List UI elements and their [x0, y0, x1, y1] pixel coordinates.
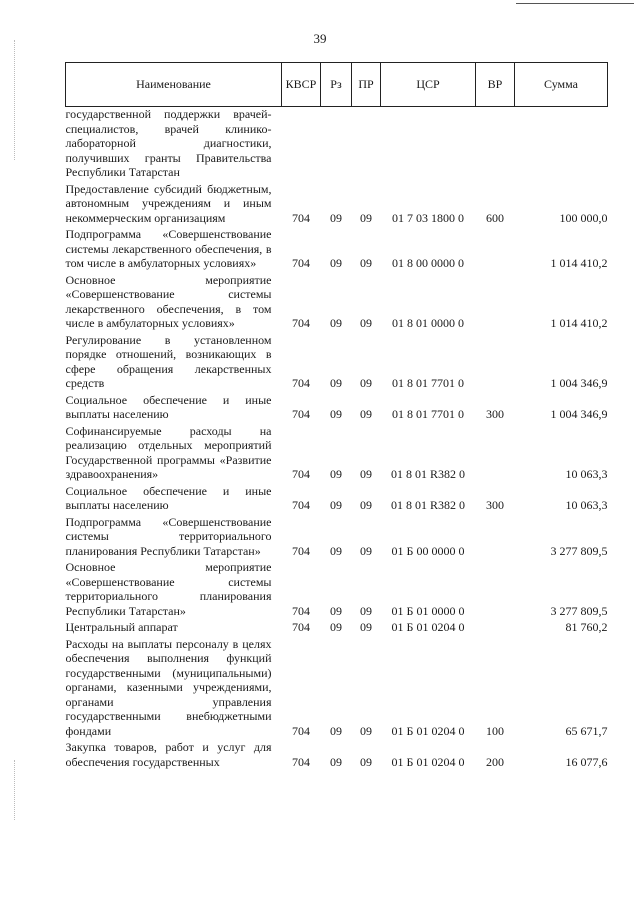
cell-kvsr: 704 [292, 498, 310, 512]
cell-csr: 01 8 01 R382 0 [390, 467, 465, 481]
cell-vr: 300 [486, 498, 504, 512]
cell-name: Основное мероприятие «Совершенствование системы лекарственного обеспечения, в том числе в амбулаторных условиях» [65, 272, 272, 330]
cell-kvsr: 704 [292, 256, 310, 270]
cell-kvsr: 704 [292, 467, 310, 481]
cell-csr: 01 8 00 0000 0 [392, 256, 464, 270]
margin-mark [14, 40, 16, 160]
table-row [66, 393, 608, 424]
cell-pr: 09 [360, 256, 372, 270]
cell-pr: 09 [360, 498, 372, 512]
col-header-sum: Сумма [515, 63, 608, 107]
cell-rz: 09 [330, 376, 342, 390]
cell-rz: 09 [330, 754, 342, 769]
cell-vr [476, 620, 515, 637]
margin-mark [14, 760, 16, 820]
cell-kvsr: 704 [292, 316, 310, 330]
table-row [66, 107, 608, 182]
table-row [66, 333, 608, 393]
cell-csr: 01 Б 00 0000 0 [391, 543, 465, 558]
cell-name: Регулирование в установленном порядке отношений, возникающих в сфере обращения лекарственных средств [65, 332, 272, 390]
cell-kvsr: 704 [292, 620, 310, 634]
page-number: 39 [313, 31, 327, 46]
table-row [66, 740, 608, 771]
cell-rz: 09 [330, 603, 342, 618]
cell-csr: 01 8 01 R382 0 [390, 498, 465, 512]
cell-kvsr: 704 [292, 543, 310, 558]
cell-vr: 200 [486, 754, 504, 769]
cell-rz [321, 107, 352, 182]
cell-csr: 01 8 01 0000 0 [392, 316, 464, 330]
cell-rz: 09 [330, 407, 342, 421]
cell-rz: 09 [330, 498, 342, 512]
cell-rz: 09 [330, 620, 342, 634]
cell-rz: 09 [330, 543, 342, 558]
cell-pr [352, 107, 381, 182]
cell-pr: 09 [360, 603, 372, 618]
col-header-name: Наименование [66, 63, 282, 107]
table-row [66, 273, 608, 333]
col-header-pr: ПР [352, 63, 381, 107]
cell-pr: 09 [360, 620, 372, 634]
cell-name: Подпрограмма «Совершенствование системы территориального планирования Республики Татарстан» [65, 514, 272, 558]
budget-table [65, 62, 608, 771]
col-header-kvsr: КВСР [282, 63, 321, 107]
cell-csr: 01 8 01 7701 0 [392, 407, 464, 421]
cell-csr: 01 7 03 1800 0 [392, 210, 464, 225]
cell-name: Закупка товаров, работ и услуг для обеспечения государственных [65, 740, 272, 769]
cell-kvsr: 704 [292, 603, 310, 618]
cell-kvsr: 704 [292, 723, 310, 738]
cell-vr [476, 560, 515, 620]
table-row [66, 515, 608, 561]
table-row [66, 560, 608, 620]
cell-vr: 300 [486, 407, 504, 421]
table-row [66, 424, 608, 484]
cell-sum: 1 004 346,9 [550, 376, 608, 390]
cell-name: Основное мероприятие «Совершенствование системы территориального планирования Республики Татарстан» [65, 560, 272, 618]
cell-rz: 09 [330, 723, 342, 738]
cell-csr: 01 Б 01 0204 0 [391, 620, 465, 634]
cell-vr [476, 424, 515, 484]
cell-name: Социальное обеспечение и иные выплаты населению [65, 392, 272, 421]
cell-sum: 3 277 809,5 [550, 543, 608, 558]
cell-vr [476, 227, 515, 273]
cell-pr: 09 [360, 754, 372, 769]
cell-name: Предоставление субсидий бюджетным, автономным учреждениям и иным некоммерческим организациям [65, 181, 272, 225]
cell-csr: 01 Б 01 0204 0 [391, 723, 465, 738]
cell-vr [476, 273, 515, 333]
cell-sum: 81 760,2 [565, 620, 608, 634]
cell-kvsr: 704 [292, 210, 310, 225]
cell-name: Софинансируемые расходы на реализацию отдельных мероприятий Государственной программы «Развитие здравоохранения» [65, 423, 272, 481]
cell-sum: 65 671,7 [565, 723, 608, 738]
cell-csr: 01 Б 01 0204 0 [391, 754, 465, 769]
cell-rz: 09 [330, 316, 342, 330]
cell-name: Расходы на выплаты персоналу в целях обеспечения выполнения функций государственными (муниципальными) органами, казенными учреждениями, органами управления государственными внебюджетными фондами [65, 636, 272, 738]
col-header-vr: ВР [476, 63, 515, 107]
cell-csr: 01 Б 01 0000 0 [391, 603, 465, 618]
cell-sum: 3 277 809,5 [550, 603, 608, 618]
cell-pr: 09 [360, 376, 372, 390]
cell-sum: 1 004 346,9 [550, 407, 608, 421]
cell-kvsr [282, 107, 321, 182]
table-row [66, 620, 608, 637]
cell-rz: 09 [330, 467, 342, 481]
cell-pr: 09 [360, 316, 372, 330]
cell-name: Центральный аппарат [65, 620, 178, 634]
cell-kvsr: 704 [292, 407, 310, 421]
cell-kvsr: 704 [292, 754, 310, 769]
table-row [66, 637, 608, 741]
cell-rz: 09 [330, 210, 342, 225]
cell-pr: 09 [360, 210, 372, 225]
cell-sum: 10 063,3 [565, 467, 608, 481]
col-header-csr: ЦСР [381, 63, 476, 107]
cell-pr: 09 [360, 543, 372, 558]
cell-name: государственной поддержки врачей-специалистов, врачей клинико-лабораторной диагностики, получивших гранты Правительства Республики Татарстан [65, 107, 272, 179]
table-row [66, 227, 608, 273]
cell-name: Социальное обеспечение и иные выплаты населению [65, 483, 272, 512]
cell-csr: 01 8 01 7701 0 [392, 376, 464, 390]
cell-sum: 1 014 410,2 [550, 316, 608, 330]
table-row [66, 182, 608, 228]
table-header-row [66, 63, 608, 107]
cell-vr [476, 515, 515, 561]
cell-vr [476, 107, 515, 182]
cell-name: Подпрограмма «Совершенствование системы лекарственного обеспечения, в том числе в амбулаторных условиях» [65, 227, 272, 270]
cell-pr: 09 [360, 467, 372, 481]
cell-sum [515, 107, 608, 182]
cell-pr: 09 [360, 723, 372, 738]
cell-sum: 16 077,6 [565, 754, 608, 769]
cell-pr: 09 [360, 407, 372, 421]
cell-kvsr: 704 [292, 376, 310, 390]
top-rule [516, 3, 634, 4]
col-header-rz: Рз [321, 63, 352, 107]
cell-vr: 100 [486, 723, 504, 738]
cell-vr [476, 333, 515, 393]
cell-rz: 09 [330, 256, 342, 270]
cell-vr: 600 [486, 210, 504, 225]
cell-sum: 100 000,0 [559, 210, 608, 225]
cell-sum: 10 063,3 [565, 498, 608, 512]
cell-sum: 1 014 410,2 [550, 256, 608, 270]
cell-csr [381, 107, 476, 182]
table-row [66, 484, 608, 515]
